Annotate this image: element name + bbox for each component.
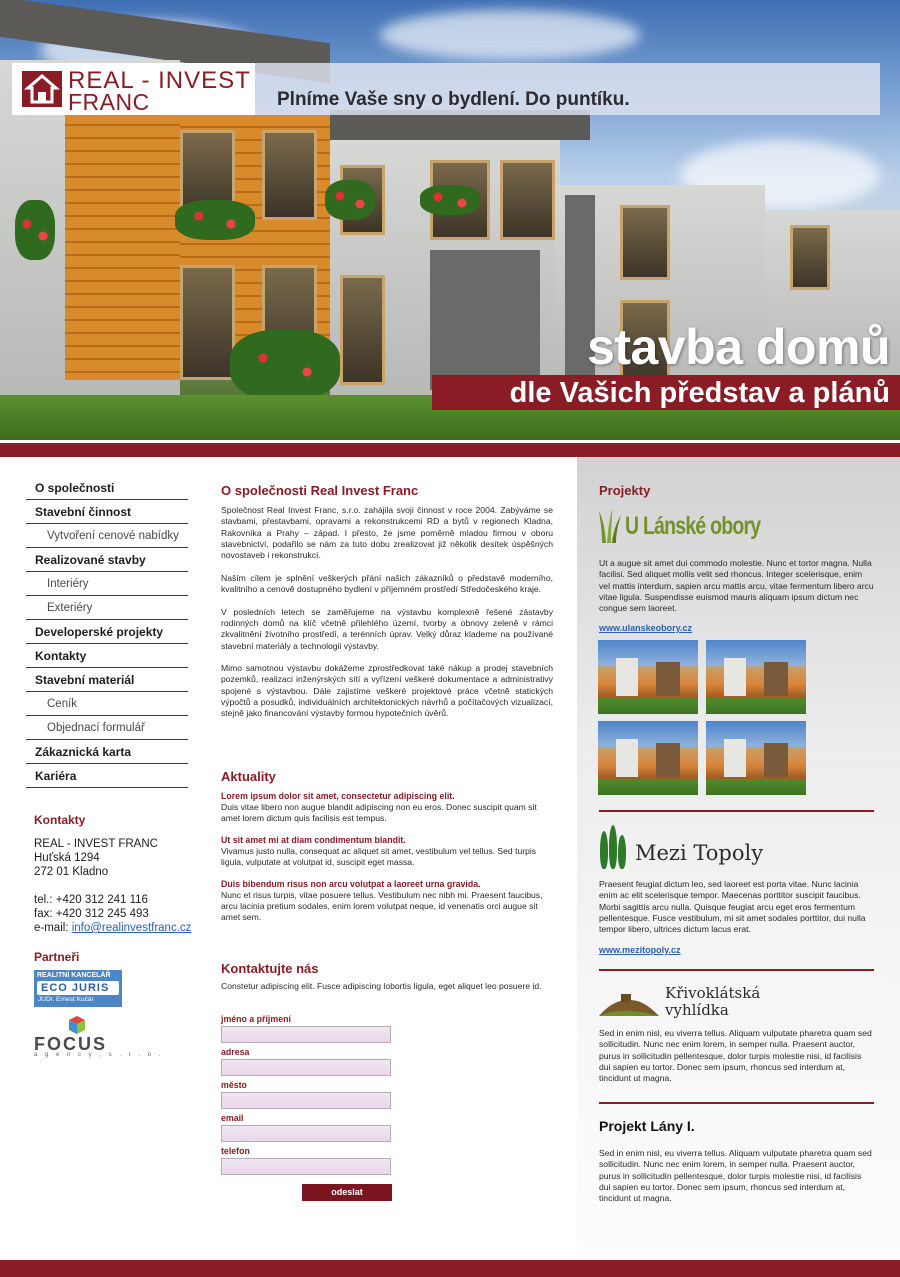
phone-field[interactable]	[221, 1158, 391, 1175]
house-logo-icon	[22, 71, 62, 107]
hero-banner	[0, 0, 900, 440]
about-paragraph: Naším cílem je splnění veškerých přání našich zákazníků o představě moderního, kvalitního a cenově dostupného bydlení v příjemném prostředí Středočeského kraje.	[221, 572, 553, 595]
contacts-street: Huťská 1294	[34, 852, 100, 864]
project-photo[interactable]	[706, 640, 806, 714]
slogan-text: Plníme Vaše sny o bydlení. Do puntíku.	[277, 89, 630, 110]
projects-title: Projekty	[599, 483, 651, 498]
contacts-title: Kontakty	[34, 813, 86, 827]
news-body: Vivamus justo nulla, consequat ac aliquet sit amet, vestibulum vel tellus. Sed turpis ligula, vulputate at volutpat id, suscipit eget massa.	[221, 846, 537, 867]
contacts-email-label: e-mail:	[34, 922, 72, 934]
contacts-email-row	[34, 921, 204, 935]
contacts-block	[34, 813, 204, 935]
nav-item-cenik[interactable]: Ceník	[26, 692, 188, 716]
logo-text-line1: REAL - INVEST	[68, 67, 251, 94]
address-field-label: adresa	[221, 1047, 250, 1057]
partner-logo-eco-juris[interactable]	[34, 970, 122, 1007]
contacts-email-link[interactable]: info@realinvestfranc.cz	[71, 922, 192, 934]
news-item	[221, 879, 553, 923]
partner-focus-subtitle: a g e n c y , s . r . o .	[34, 1052, 164, 1058]
nav-item-exteriery[interactable]: Exteriéry	[26, 596, 188, 620]
partners-title: Partneři	[34, 950, 80, 964]
contacts-fax: fax: +420 312 245 493	[34, 908, 149, 920]
address-field[interactable]	[221, 1059, 391, 1076]
divider	[599, 969, 874, 971]
poplar-trees-icon	[599, 825, 629, 871]
nav-item-cenova-nabidka[interactable]: Vytvoření cenové nabídky	[26, 524, 188, 548]
news-item	[221, 835, 553, 868]
grass-icon	[599, 509, 621, 543]
castle-hill-icon	[599, 992, 659, 1016]
about-paragraph: Mimo samotnou výstavbu dokážeme zprostředkovat také nákup a prodej stavebních pozemků, realizaci inženýrských sítí a vyřízení veškeré dokumentace a administrativy spojené s výstavbou. Dále zajistíme veškeré projektové práce včetně statických výpočtů a posudků, individuálních architektonických návrhů a počítačových vizualizací, stejně jako financování výstavby formou hypotečních úvěrů.	[221, 663, 553, 719]
news-headline[interactable]: Ut sit amet mi at diam condimentum blandit.	[221, 835, 406, 845]
project-description: Sed in enim nisl, eu viverra tellus. Aliquam vulputate pharetra quam sed sollicitudin. Nunc nec enim lorem, in semper nulla. Praesent auctor, purus in sollicitudin pellentesque, dolor turpis molestie nisi, id facilisis dui sapien eu tortor. Donec sem ipsum, rhoncus sed interdum at, tincidunt ut magna.	[599, 1028, 872, 1084]
about-paragraph: V posledních letech se zaměřujeme na výstavbu komplexně řešené zástavby rodinných domů na klíč včetně přilehlého území, tvorby a obnovy zeleně v rámci zkvalitnění životního prostředí, a terénních úprav. Velký důraz klademe na používané stavební materiály a technologii výstavby.	[221, 606, 553, 651]
slogan-banner	[255, 63, 880, 115]
news-list	[221, 791, 553, 934]
project-logo-text: Mezi Topoly	[635, 841, 764, 865]
city-field[interactable]	[221, 1092, 391, 1109]
about-text	[221, 505, 553, 731]
contacts-phone: tel.: +420 312 241 116	[34, 894, 148, 906]
project-logo-mezi-topoly[interactable]	[599, 825, 769, 871]
nav-item-stavebni-material[interactable]: Stavební materiál	[26, 668, 188, 692]
city-field-label: město	[221, 1080, 247, 1090]
partner-logo-focus[interactable]	[34, 1016, 164, 1058]
project-logo-text: Křivoklátská	[665, 984, 761, 1002]
header-stripe	[0, 443, 900, 457]
company-logo[interactable]	[12, 63, 255, 115]
nav-item-developerske-projekty[interactable]: Developerské projekty	[26, 620, 188, 644]
nav-item-o-spolecnosti[interactable]: O společnosti	[26, 476, 188, 500]
project-link-mezitopoly[interactable]: www.mezitopoly.cz	[599, 945, 681, 955]
contact-form-title: Kontaktujte nás	[221, 961, 319, 976]
contacts-company: REAL - INVEST FRANC	[34, 838, 158, 850]
nav-item-objednaci-formular[interactable]: Objednací formulář	[26, 716, 188, 740]
hero-title: stavba domů	[587, 319, 890, 375]
project-description: Praesent feugiat dictum leo, sed laoreet est porta vitae. Nunc lacinia enim ac elit scelerisque tempor. Maecenas porttitor suscipit faucibus. Morbi sagittis arcu nulla. Quisque feugiat arcu eget eros fermentum pellentesque. Fusce vestibulum, mi sit amet sodales porttitor, dui nulla tempor libero, ultrices dictum lacus erat.	[599, 879, 866, 935]
partner-focus-name: FOCUS	[34, 1034, 107, 1054]
partner-eco-name-box	[37, 981, 119, 995]
news-headline[interactable]: Lorem ipsum dolor sit amet, consectetur adipiscing elit.	[221, 791, 455, 801]
news-body: Duis vitae libero non augue blandit adipiscing non eu eros. Donec suscipit quam sit amet lorem dictum quis facilisis est tempus.	[221, 802, 537, 823]
email-field-label: email	[221, 1113, 244, 1123]
contact-form-intro: Constetur adipiscing elit. Fusce adipiscing lobortis ligula, eget aliquet leo posuere id.	[221, 981, 542, 991]
email-field[interactable]	[221, 1125, 391, 1142]
nav-item-kariera[interactable]: Kariéra	[26, 764, 188, 788]
project-logo-text: U Lánské obory	[625, 512, 761, 540]
project-photo[interactable]	[598, 721, 698, 795]
project-lany-title[interactable]: Projekt Lány I.	[599, 1118, 695, 1134]
project-photo[interactable]	[598, 640, 698, 714]
project-logo-u-lanske-obory[interactable]	[599, 507, 759, 545]
hero-subtitle: dle Vašich představ a plánů	[509, 377, 890, 409]
main-navigation	[26, 476, 188, 788]
phone-field-label: telefon	[221, 1146, 250, 1156]
project-description: Sed in enim nisl, eu viverra tellus. Aliquam vulputate pharetra quam sed sollicitudin. Nunc nec enim lorem, in semper nulla. Praesent auctor, purus in sollicitudin pellentesque, dolor turpis molestie nisi, id facilisis dui sapien eu tortor. Donec sem ipsum, rhoncus sed interdum at, tincidunt ut magna.	[599, 1148, 872, 1204]
divider	[599, 810, 874, 812]
project-logo-text: vyhlídka	[665, 1001, 729, 1019]
news-headline[interactable]: Duis bibendum risus non arcu volutpat a laoreet urna gravida.	[221, 879, 481, 889]
partner-eco-bottom-text: JUDr. Ernest Kučár	[38, 996, 94, 1003]
divider	[599, 1102, 874, 1104]
partner-eco-top-text: REALITNÍ KANCELÁŘ	[37, 972, 111, 979]
project-description: Ut a augue sit amet dui commodo molestie. Nunc et tortor magna. Nulla facilisi. Sed aliquet mollis velit sed rhoncus. Integer scelerisque, enim vel mattis interdum, sapien arcu mattis arcu, vitae fermentum libero arcu vitae ligula. Suspendisse euismod mauris aliquam ipsum dictum nec congue sem laoreet.	[599, 558, 874, 614]
nav-item-stavebni-cinnost[interactable]: Stavební činnost	[26, 500, 188, 524]
nav-item-realizovane-stavby[interactable]: Realizované stavby	[26, 548, 188, 572]
cube-icon	[65, 1016, 89, 1036]
name-field[interactable]	[221, 1026, 391, 1043]
project-link-ulanskeobory[interactable]: www.ulanskeobory.cz	[599, 623, 693, 633]
news-title: Aktuality	[221, 769, 276, 784]
submit-button[interactable]: odeslat	[302, 1184, 392, 1201]
nav-item-interiery[interactable]: Interiéry	[26, 572, 188, 596]
project-logo-krivoklatska-vyhlidka[interactable]	[599, 980, 789, 1020]
partner-eco-name: ECO JURIS	[41, 982, 110, 994]
news-item	[221, 791, 553, 824]
nav-item-zakaznicka-karta[interactable]: Zákaznická karta	[26, 740, 188, 764]
nav-item-kontakty[interactable]: Kontakty	[26, 644, 188, 668]
about-paragraph: Společnost Real Invest Franc, s.r.o. zahájila svoji činnost v roce 2004. Zabýváme se stavbami, přestavbami, opravami a rekonstrukcemi RD a bytů v regionech Kladna, Rakovníka a Prahy – západ. I přesto, že jsme poměrně mladou firmou v oboru stavebnictví, podařilo se nám za tuto dobu zrealizovat již několik desítek úspěšných novostaveb i rekonstrukcí.	[221, 505, 553, 561]
footer-bar	[0, 1260, 900, 1277]
name-field-label: jméno a příjmení	[221, 1014, 291, 1024]
about-title: O společnosti Real Invest Franc	[221, 483, 419, 498]
news-body: Nunc et risus turpis, vitae posuere tellus. Vestibulum nec nibh mi. Praesent faucibus, arcu lacinia pretium sodales, enim lorem volutpat neque, id venenatis orci augue sit amet sem.	[221, 890, 543, 922]
logo-text-line2: FRANC	[68, 89, 150, 115]
contacts-city: 272 01 Kladno	[34, 866, 109, 878]
projects-sidebar	[577, 457, 900, 1260]
project-photo[interactable]	[706, 721, 806, 795]
